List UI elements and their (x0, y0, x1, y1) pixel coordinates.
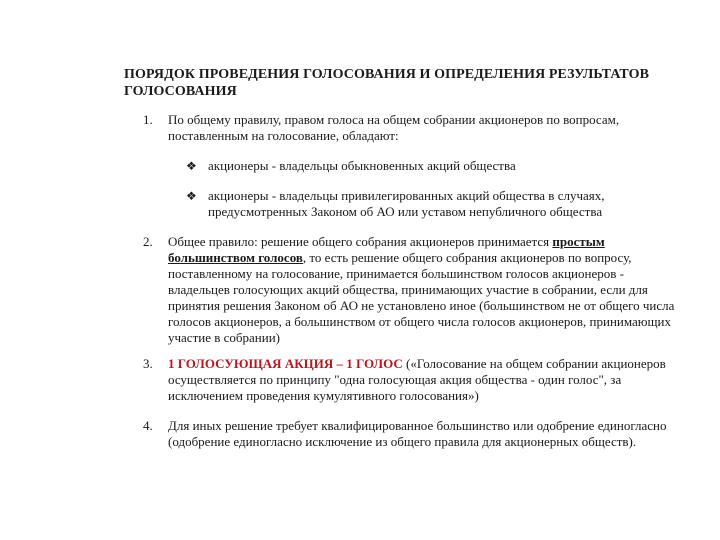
list-item-3 (143, 356, 678, 404)
item-text-after: , то есть решение общего собрания акционеров по вопросу, поставленному на голосование, принимается большинством голосов акционеров - владельцев голосующих акций общества, принимающих участие в собрании, если для принятия решения Законом об АО не установлено иное (большинством не от общего числа голосов акционеров, а большинством от общего числа голосов акционеров, принимающих участие в собрании) (168, 250, 675, 345)
bullet-text: акционеры - владельцы привилегированных акций общества в случаях, предусмотренных Законом об АО или уставом непубличного общества (208, 188, 605, 219)
bullet-item-1 (186, 158, 676, 174)
diamond-bullet-icon: ❖ (186, 189, 197, 203)
item-text-after: («Голосование на общем собрании акционеров осуществляется по принципу "одна голосующая акция общества - один голос", за исключением проведения кумулятивного голосования») (168, 356, 666, 403)
item-number: 3. (143, 356, 153, 371)
item-number: 1. (143, 112, 153, 127)
item-text-before: Общее правило: решение общего собрания акционеров принимается (168, 234, 553, 249)
bullet-item-2 (186, 188, 676, 220)
list-item-2 (143, 234, 678, 346)
item-text: По общему правилу, правом голоса на общем собрании акционеров по вопросам, поставленным на голосование, обладают: (168, 112, 620, 143)
emphasis-simple-majority: простым большинством голосов (168, 234, 605, 265)
list-item-1 (143, 112, 678, 144)
item-number: 4. (143, 418, 153, 433)
page-title: ПОРЯДОК ПРОВЕДЕНИЯ ГОЛОСОВАНИЯ И ОПРЕДЕЛЕНИЯ РЕЗУЛЬТАТОВ ГОЛОСОВАНИЯ (124, 67, 650, 99)
item-text (168, 356, 678, 404)
diamond-bullet-icon: ❖ (186, 159, 197, 173)
list-item-4 (143, 418, 678, 450)
item-number: 2. (143, 234, 153, 249)
bullet-text: акционеры - владельцы обыкновенных акций общества (208, 158, 516, 173)
item-text (168, 234, 678, 346)
emphasis-one-share-one-vote: 1 ГОЛОСУЮЩАЯ АКЦИЯ – 1 ГОЛОС (168, 356, 403, 371)
item-text: Для иных решение требует квалифицированное большинство или одобрение единогласно (одобрение единогласно исключение из общего правила для акционерных обществ). (168, 418, 667, 449)
